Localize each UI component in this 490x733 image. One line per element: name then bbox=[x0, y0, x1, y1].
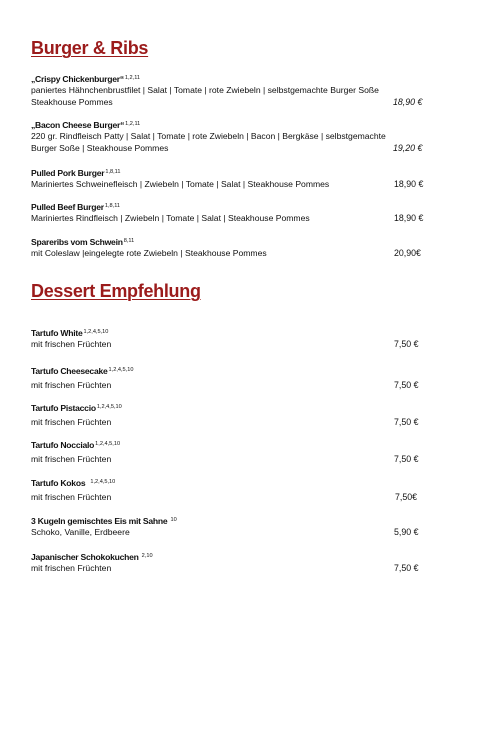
item-description: Schoko, Vanille, Erdbeere 5,90 € bbox=[31, 527, 419, 537]
item-price: 7,50 € bbox=[394, 563, 419, 573]
allergen-codes: 8,11 bbox=[123, 238, 135, 244]
menu-item-bacon-cheese-burger bbox=[31, 118, 451, 154]
item-name: Pulled Pork Burger$^{1,8,11}$ bbox=[31, 168, 121, 178]
allergen-codes: 1,8,11 bbox=[105, 169, 121, 175]
item-description: mit frischen Früchten 7,50 € bbox=[31, 339, 419, 349]
menu-item-schokokuchen bbox=[31, 550, 451, 575]
menu-item-tartufo-pistaccio bbox=[31, 401, 451, 429]
item-price: 5,90 € bbox=[394, 527, 419, 537]
item-name: Tartufo White$^{1,2,4,5,10}$ bbox=[31, 328, 109, 338]
menu-item-crispy-chickenburger bbox=[31, 72, 451, 108]
allergen-codes: 2,10 bbox=[141, 553, 153, 559]
item-description: mit frischen Früchten 7,50 € bbox=[31, 563, 419, 573]
section-title-burger-ribs: Burger & Ribs bbox=[31, 38, 149, 58]
item-price: 18,90 € bbox=[394, 179, 424, 189]
menu-item-spareribs bbox=[31, 235, 451, 260]
item-description: mit Coleslaw |eingelegte rote Zwiebeln | Steakhouse Pommes 20,90€ bbox=[31, 248, 421, 258]
item-description: paniertes Hähnchenbrustfilet | Salat | Tomate | rote Zwiebeln | selbstgemachte Burger Soße bbox=[31, 85, 379, 95]
allergen-codes: 1,2,11 bbox=[125, 121, 141, 127]
item-price: 7,50€ bbox=[395, 492, 418, 502]
item-description: Steakhouse Pommes 18,90 € bbox=[31, 96, 423, 107]
item-price: 7,50 € bbox=[394, 339, 419, 349]
item-price: 18,90 € bbox=[394, 213, 424, 223]
item-name: Pulled Beef Burger$^{1,8,11}$ bbox=[31, 202, 121, 212]
item-description: Mariniertes Schweinefleisch | Zwiebeln | Tomate | Salat | Steakhouse Pommes 18,90 € bbox=[31, 179, 424, 189]
item-name: Tartufo Cheesecake$^{1,2,4,5,10}$ bbox=[31, 366, 134, 376]
item-price: 20,90€ bbox=[394, 248, 421, 258]
menu-item-pulled-pork-burger bbox=[31, 166, 451, 191]
item-name: „Bacon Cheese Burger“$^{1,2,11}$ bbox=[31, 120, 141, 130]
menu-item-pulled-beef-burger bbox=[31, 200, 451, 225]
item-price: 7,50 € bbox=[394, 380, 419, 390]
item-description: mit frischen Früchten 7,50 € bbox=[31, 454, 419, 464]
allergen-codes: 1,2,4,5,10 bbox=[95, 441, 121, 447]
section-title-dessert: Dessert Empfehlung bbox=[31, 281, 201, 301]
item-description: mit frischen Früchten 7,50 € bbox=[31, 417, 419, 427]
item-description: mit frischen Früchten 7,50 € bbox=[31, 380, 419, 390]
item-price: 19,20 € bbox=[393, 142, 423, 153]
item-name: Tartufo Kokos $^{1,2,4,5,10}$ bbox=[31, 478, 116, 488]
allergen-codes: 1,2,4,5,10 bbox=[108, 367, 134, 373]
item-name: „Crispy Chickenburger“$^{1,2,11}$ bbox=[31, 74, 141, 84]
allergen-codes: 1,2,4,5,10 bbox=[83, 329, 109, 335]
item-name: Japanischer Schokokuchen $^{2,10}$ bbox=[31, 552, 153, 562]
item-name: Spareribs vom Schwein$^{8,11}$ bbox=[31, 237, 135, 247]
allergen-codes: 1,2,11 bbox=[124, 75, 141, 81]
item-name: Tartufo Noccialo$^{1,2,4,5,10}$ bbox=[31, 440, 121, 450]
menu-item-tartufo-white bbox=[31, 326, 451, 351]
item-description: Mariniertes Rindfleisch | Zwiebeln | Tomate | Salat | Steakhouse Pommes 18,90 € bbox=[31, 213, 424, 223]
item-description: Burger Soße | Steakhouse Pommes 19,20 € bbox=[31, 142, 423, 153]
item-price: 7,50 € bbox=[394, 454, 419, 464]
item-price: 7,50 € bbox=[394, 417, 419, 427]
menu-item-tartufo-noccialo bbox=[31, 438, 451, 466]
allergen-codes: 1,2,4,5,10 bbox=[96, 404, 122, 410]
item-description: 220 gr. Rindfleisch Patty | Salat | Tomate | rote Zwiebeln | Bacon | Bergkäse | selbstgemachte bbox=[31, 131, 386, 141]
allergen-codes: 1,2,4,5,10 bbox=[90, 479, 116, 485]
menu-item-eis-mit-sahne bbox=[31, 514, 451, 539]
allergen-codes: 10 bbox=[170, 517, 177, 523]
item-name: Tartufo Pistaccio$^{1,2,4,5,10}$ bbox=[31, 403, 122, 413]
item-description: mit frischen Früchten 7,50€ bbox=[31, 492, 418, 502]
item-price: 18,90 € bbox=[393, 96, 423, 107]
menu-item-tartufo-cheesecake bbox=[31, 364, 451, 392]
menu-item-tartufo-kokos bbox=[31, 476, 451, 504]
allergen-codes: 1,8,11 bbox=[104, 203, 121, 209]
item-name: 3 Kugeln gemischtes Eis mit Sahne $^{10}$ bbox=[31, 516, 177, 526]
